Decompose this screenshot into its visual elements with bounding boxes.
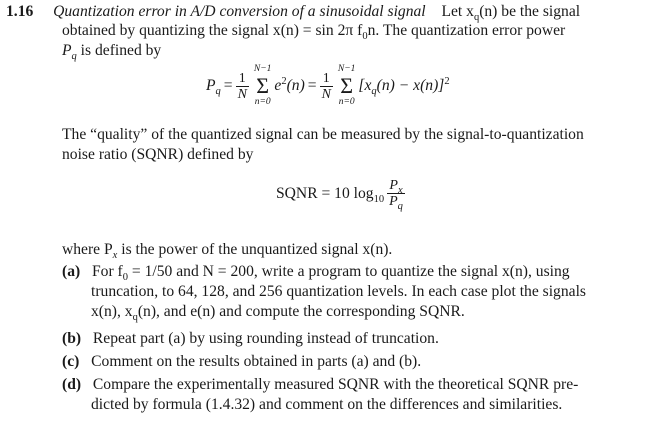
part-a-label: (a) [62,263,81,280]
part-a-line-3: x(n), $x_q(n)$, and e(n) and compute the corresponding SQNR. [91,303,465,324]
intro-line-3: $P_q$ is defined by [62,42,162,63]
equation-sqnr [276,178,408,212]
quality-line-2: noise ratio (SQNR) defined by [62,146,254,163]
intro-line-1: Let $x_q(n)$ be the signal [441,3,581,24]
part-c-label: (c) [62,353,80,370]
problem-title: Quantization error in A/D conversion of a sinusoidal signal [53,3,426,20]
part-d-line-2: dicted by formula (1.4.32) and comment on the differences and similarities. [91,396,563,413]
problem-number: 1.16 [6,3,34,20]
equation-quantization-error-power [206,64,453,108]
eq1-fraction: $\frac{1}{N}$ [237,70,247,102]
eq1-term-2: $[x_q(n) - x(n)]^2$ [358,76,450,98]
eq1-equals-2: = [307,77,317,95]
intro-line-2: obtained by quantizing the signal x(n) = sin 2π $f_0n$. The quantization error power [62,22,566,43]
quality-line-1: The “quality” of the quantized signal can be measured by the signal-to-quantization [62,126,584,143]
part-d-label: (d) [62,376,82,393]
eq1-term: $e^2(n)$ [274,76,305,95]
problem-header-line [6,2,581,24]
sigma-icon: Σ [256,73,270,98]
eq1-summation: N−1 Σ n=0 [253,64,272,107]
eq1-summation-2: N−1 Σ n=0 [337,64,356,107]
where-line: where $P_x$ is the power of the unquantized signal x(n). [62,241,393,262]
eq1-fraction-2: $\frac{1}{N}$ [321,70,331,102]
part-a-line-2: truncation, to 64, 128, and 256 quantization levels. In each case plot the signals [91,283,586,300]
sqnr-fraction: $\frac{P_x}{P_q}$ [389,178,403,212]
sigma-icon: Σ [340,73,354,98]
part-b: (b) Repeat part (a) by using rounding instead of truncation. [62,330,439,347]
part-a-line-1: (a) For $f_0 = 1/50$ and N = 200, write a program to quantize the signal x(n), using [62,263,570,284]
part-d-line-1: (d) Compare the experimentally measured SQNR with the theoretical SQNR pre- [62,376,579,393]
eq1-equals: = [223,77,233,95]
eq1-lhs: $P_q$ [206,77,221,98]
part-b-label: (b) [62,330,82,347]
sqnr-lhs: SQNR = 10 $\log_{10}$ [276,184,385,206]
part-c: (c) Comment on the results obtained in parts (a) and (b). [62,353,422,370]
